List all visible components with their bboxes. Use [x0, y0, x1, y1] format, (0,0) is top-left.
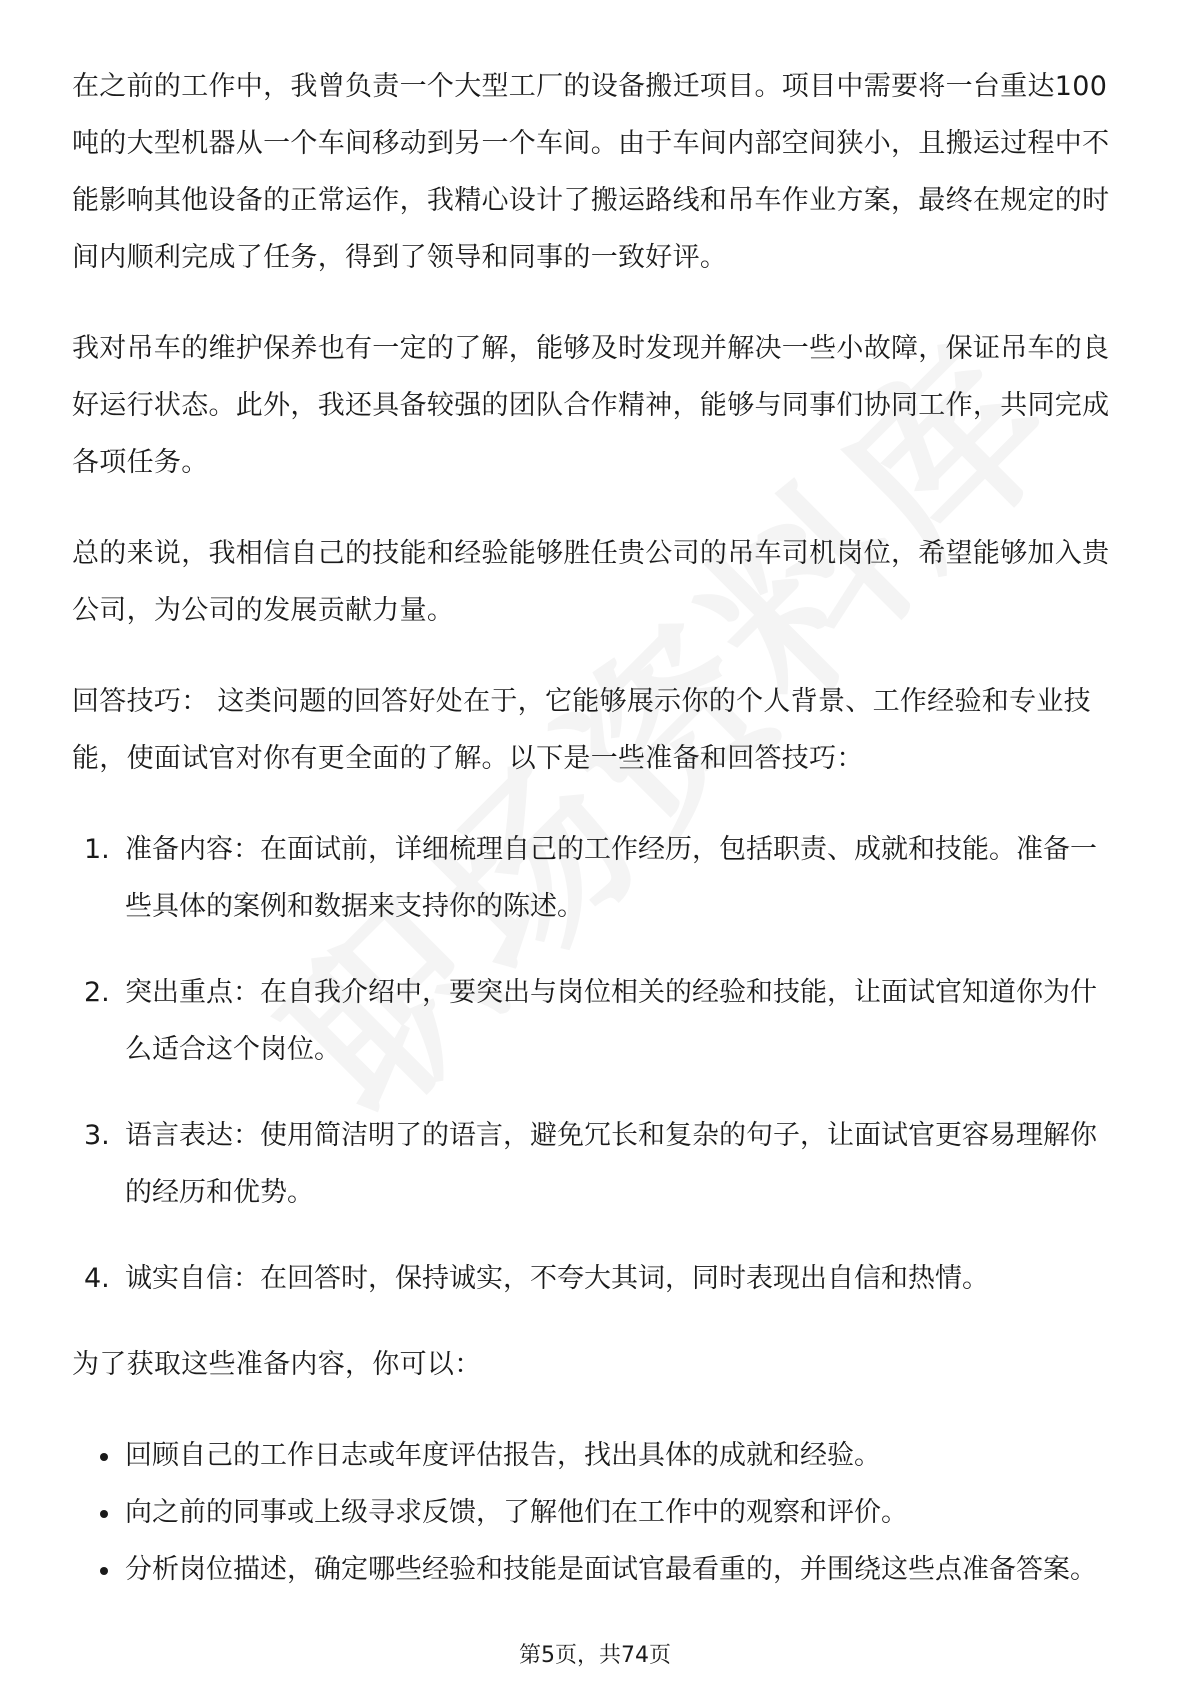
tip-number: 2. — [84, 977, 110, 1008]
tips-list — [72, 821, 1122, 1307]
tip-text: 突出重点：在自我介绍中，要突出与岗位相关的经验和技能，让面试官知道你为什么适合这个岗位。 — [125, 977, 1097, 1065]
tip-text: 语言表达：使用简洁明了的语言，避免冗长和复杂的句子，让面试官更容易理解你的经历和优势。 — [125, 1120, 1097, 1208]
bullet-icon — [100, 1567, 108, 1575]
action-item — [72, 1541, 1122, 1598]
tip-item — [72, 1107, 1122, 1221]
tip-text: 诚实自信：在回答时，保持诚实，不夸大其词，同时表现出自信和热情。 — [125, 1263, 989, 1294]
action-item — [72, 1484, 1122, 1541]
paragraph-summary: 总的来说，我相信自己的技能和经验能够胜任贵公司的吊车司机岗位，希望能够加入贵公司，为公司的发展贡献力量。 — [72, 538, 1110, 626]
action-text: 回顾自己的工作日志或年度评估报告，找出具体的成就和经验。 — [125, 1440, 881, 1471]
tip-number: 4. — [84, 1263, 110, 1294]
tip-item — [72, 964, 1122, 1078]
action-item — [72, 1427, 1122, 1484]
action-text: 分析岗位描述，确定哪些经验和技能是面试官最看重的，并围绕这些点准备答案。 — [125, 1554, 1097, 1585]
paragraph-project-experience: 在之前的工作中，我曾负责一个大型工厂的设备搬迁项目。项目中需要将一台重达100吨的大型机器从一个车间移动到另一个车间。由于车间内部空间狭小，且搬运过程中不能影响其他设备的正常运作，我精心设计了搬运路线和吊车作业方案，最终在规定的时间内顺利完成了任务，得到了领导和同事的一致好评。 — [72, 71, 1110, 273]
actions-list — [72, 1427, 1122, 1598]
bullet-icon — [100, 1510, 108, 1518]
tip-text: 准备内容：在面试前，详细梳理自己的工作经历，包括职责、成就和技能。准备一些具体的案例和数据来支持你的陈述。 — [125, 834, 1097, 922]
tip-item — [72, 821, 1122, 935]
document-body — [72, 58, 1122, 1598]
paragraph-answer-tips: 回答技巧： 这类问题的回答好处在于，它能够展示你的个人背景、工作经验和专业技能，使面试官对你有更全面的了解。以下是一些准备和回答技巧： — [72, 686, 1091, 774]
page-number: 第5页，共74页 — [519, 1643, 671, 1668]
tip-number: 3. — [84, 1120, 110, 1151]
paragraph-actions-intro: 为了获取这些准备内容，你可以： — [72, 1349, 482, 1380]
action-text: 向之前的同事或上级寻求反馈，了解他们在工作中的观察和评价。 — [125, 1497, 908, 1528]
bullet-icon — [100, 1453, 108, 1461]
tip-item — [72, 1250, 1122, 1307]
paragraph-maintenance-teamwork: 我对吊车的维护保养也有一定的了解，能够及时发现并解决一些小故障，保证吊车的良好运行状态。此外，我还具备较强的团队合作精神，能够与同事们协同工作，共同完成各项任务。 — [72, 333, 1110, 478]
tip-number: 1. — [84, 834, 110, 865]
